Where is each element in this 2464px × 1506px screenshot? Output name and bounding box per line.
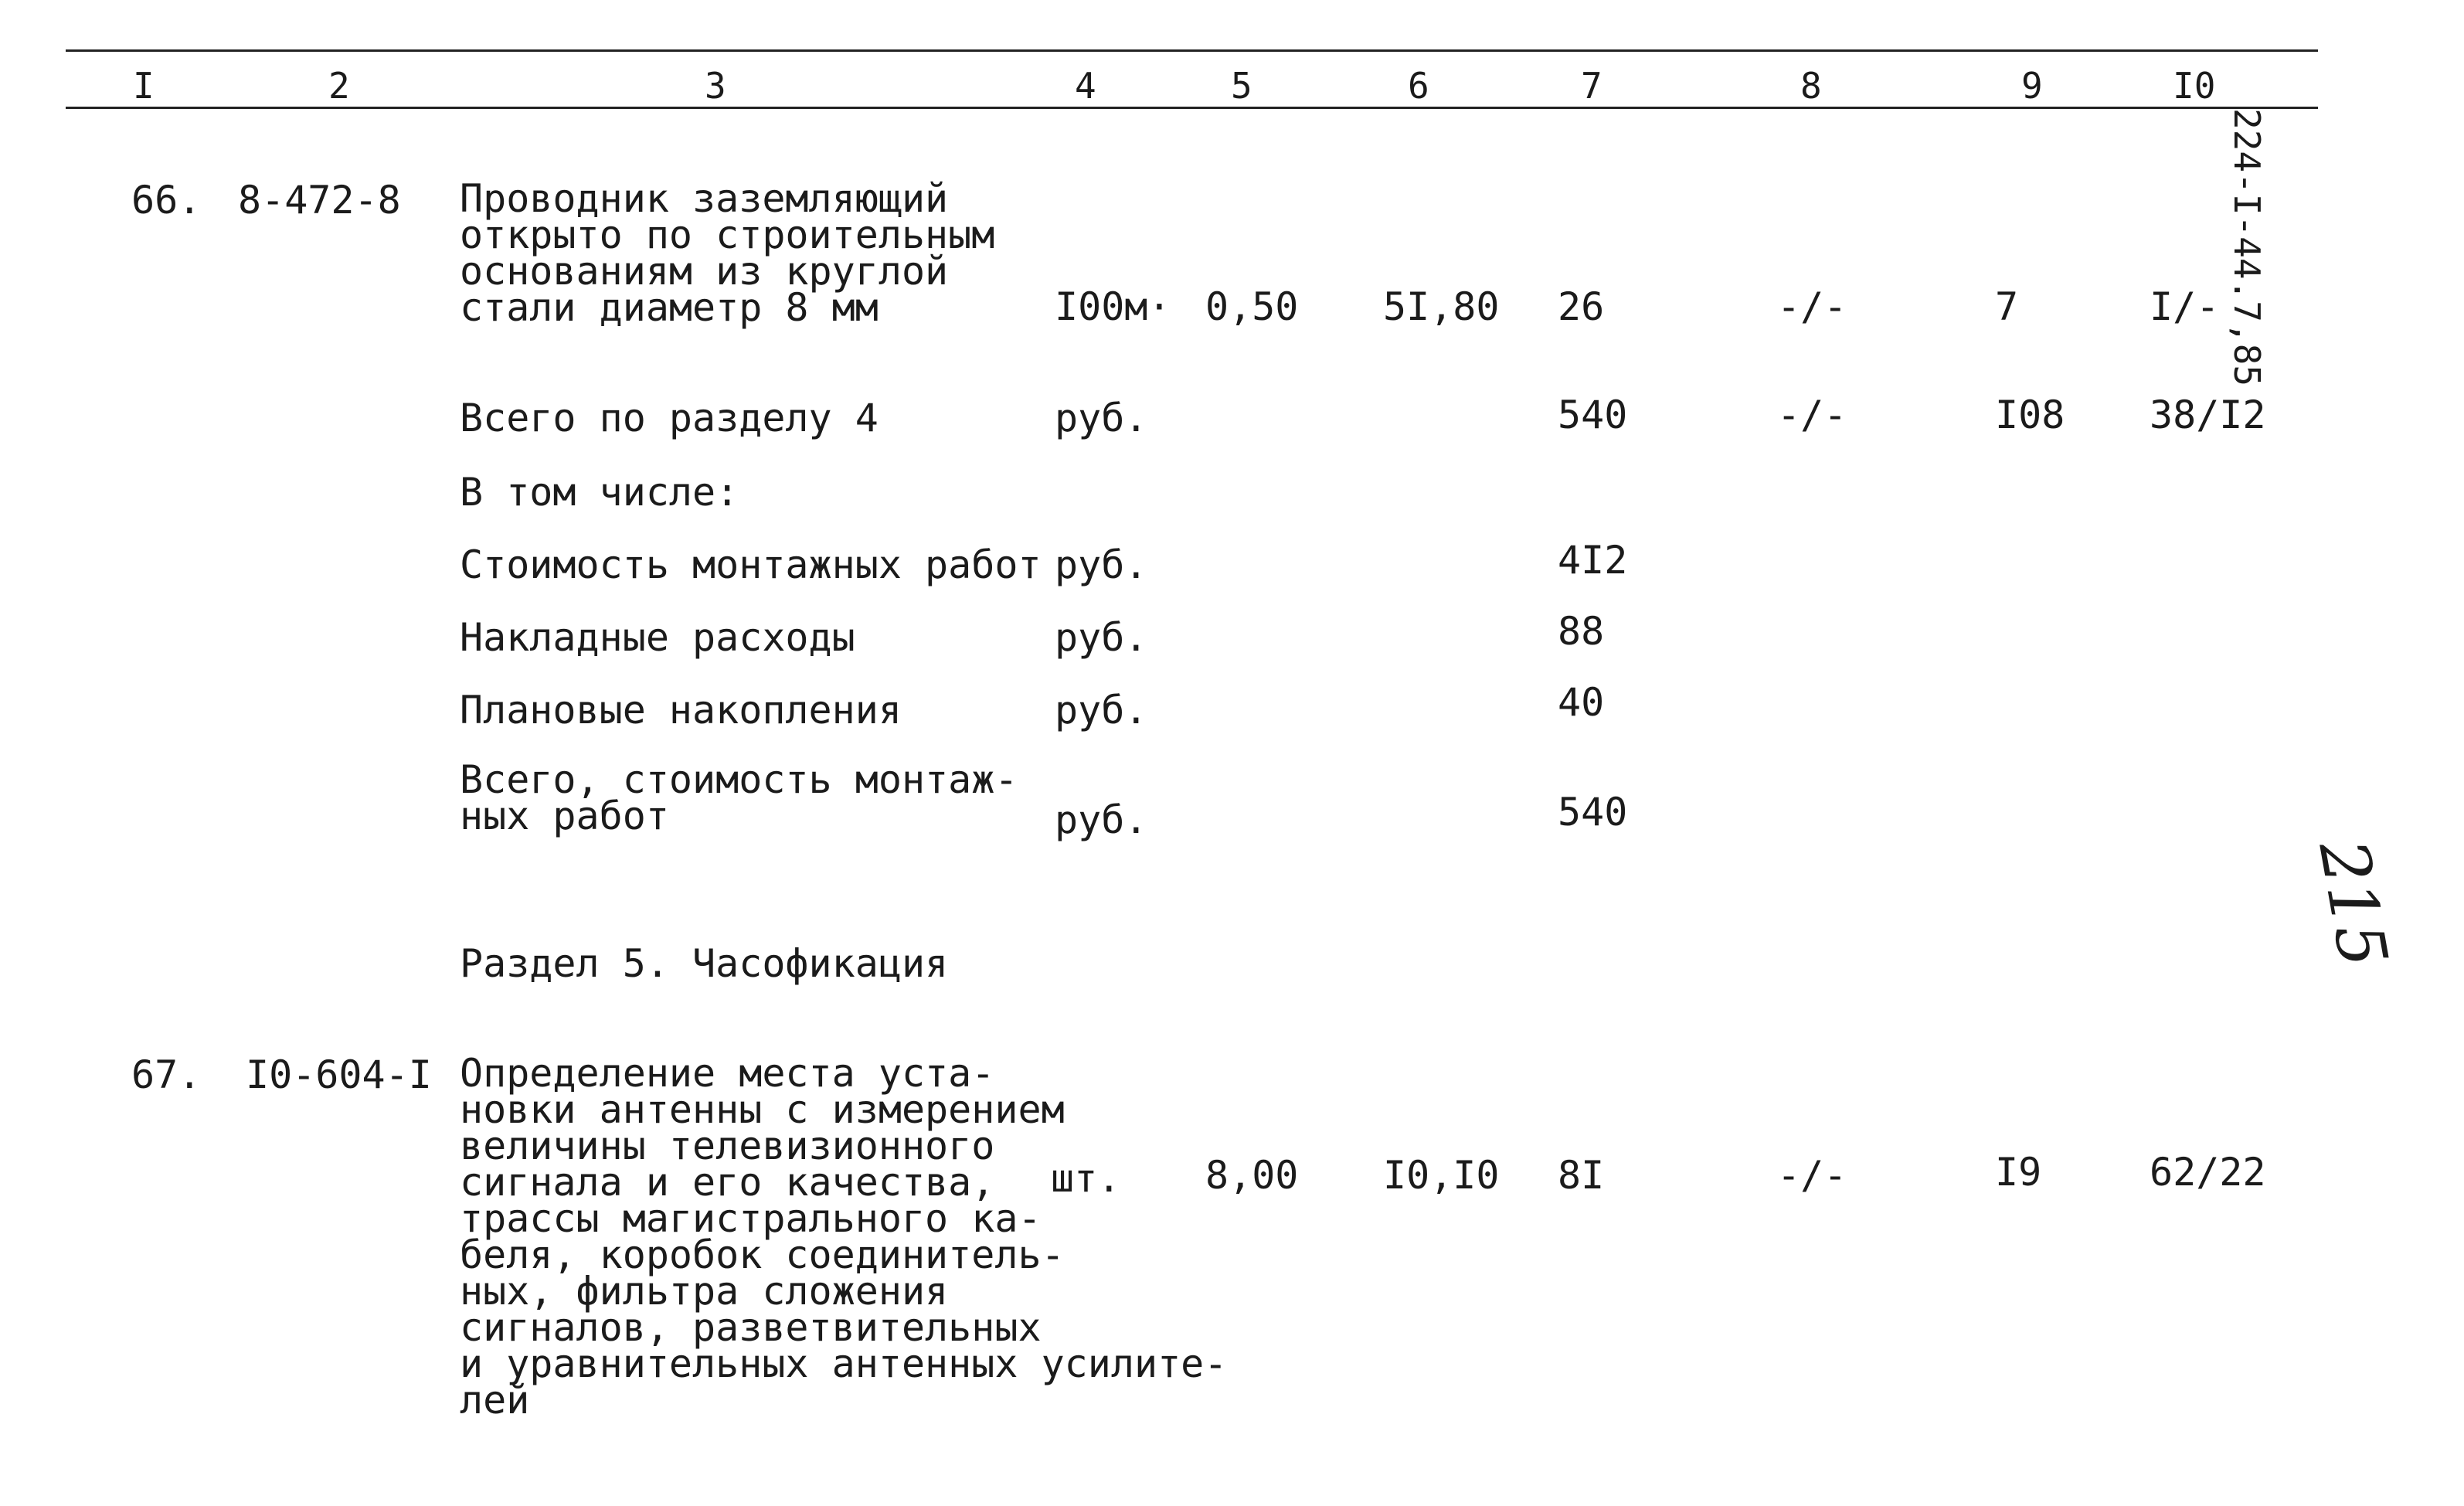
item-description: Плановые накопления bbox=[460, 688, 902, 733]
unit: руб. bbox=[1055, 396, 1148, 440]
item-description: Проводник заземляющий открыто по строительным основаниям из круглой стали диаметр 8 мм bbox=[460, 176, 995, 330]
price-code: 8-472-8 bbox=[238, 178, 401, 223]
total-cost: 4I2 bbox=[1558, 538, 1628, 583]
total-cost: 540 bbox=[1558, 790, 1628, 835]
unit: руб. bbox=[1055, 688, 1148, 733]
column-header-9: 9 bbox=[2021, 65, 2043, 107]
column-10-value: I/- bbox=[2150, 284, 2220, 329]
unit: руб. bbox=[1055, 542, 1148, 587]
column-header-3: 3 bbox=[705, 65, 726, 107]
row-number: 67. bbox=[131, 1052, 202, 1097]
header-top-rule bbox=[66, 49, 2318, 52]
column-9-value: I9 bbox=[1995, 1150, 2042, 1195]
quantity: 0,50 bbox=[1205, 284, 1299, 329]
column-header-10: I0 bbox=[2173, 65, 2216, 107]
subheading-including: В том числе: bbox=[460, 470, 739, 515]
column-header-8: 8 bbox=[1800, 65, 1822, 107]
unit: I00м· bbox=[1055, 284, 1171, 329]
item-description: Накладные расходы bbox=[460, 615, 855, 660]
item-description: Всего, стоимость монтаж- ных работ bbox=[460, 757, 1018, 838]
total-cost: 8I bbox=[1558, 1153, 1605, 1198]
unit: руб. bbox=[1055, 615, 1148, 660]
column-10-value: 62/22 bbox=[2150, 1150, 2266, 1195]
column-header-1: I bbox=[133, 65, 155, 107]
total-cost: 540 bbox=[1558, 393, 1628, 437]
document-code: 224-I-44.7,85 bbox=[2226, 108, 2268, 387]
price-code: I0-604-I bbox=[246, 1052, 432, 1097]
unit: шт. bbox=[1051, 1156, 1121, 1201]
row-number: 66. bbox=[131, 178, 202, 223]
column-header-5: 5 bbox=[1231, 65, 1252, 107]
column-8-value: -/- bbox=[1777, 393, 1847, 437]
total-cost: 88 bbox=[1558, 609, 1605, 654]
unit-price: I0,I0 bbox=[1383, 1153, 1500, 1198]
column-10-value: 38/I2 bbox=[2150, 393, 2266, 437]
column-header-6: 6 bbox=[1408, 65, 1429, 107]
item-description: Стоимость монтажных работ bbox=[460, 542, 1042, 587]
handwritten-page-number: 215 bbox=[2303, 835, 2402, 974]
section-heading: Раздел 5. Часофикация bbox=[460, 941, 949, 986]
column-header-7: 7 bbox=[1581, 65, 1602, 107]
column-8-value: -/- bbox=[1777, 1153, 1847, 1198]
item-description: Всего по разделу 4 bbox=[460, 396, 879, 440]
total-cost: 40 bbox=[1558, 680, 1605, 725]
column-9-value: I08 bbox=[1995, 393, 2065, 437]
column-header-4: 4 bbox=[1075, 65, 1096, 107]
unit-price: 5I,80 bbox=[1383, 284, 1500, 329]
item-description: Определение места уста- новки антенны с измерением величины телевизионного сигнала и его качества, трассы магистрального ка- беля, коробок соединитель- ных, фильтра сложения сигналов, разветвительных и уравнительных антенных усилите- лей bbox=[460, 1051, 1228, 1423]
total-cost: 26 bbox=[1558, 284, 1605, 329]
quantity: 8,00 bbox=[1205, 1153, 1299, 1198]
unit: руб. bbox=[1055, 797, 1148, 842]
header-bottom-rule bbox=[66, 107, 2318, 109]
column-header-2: 2 bbox=[328, 65, 350, 107]
column-9-value: 7 bbox=[1995, 284, 2019, 329]
column-8-value: -/- bbox=[1777, 284, 1847, 329]
